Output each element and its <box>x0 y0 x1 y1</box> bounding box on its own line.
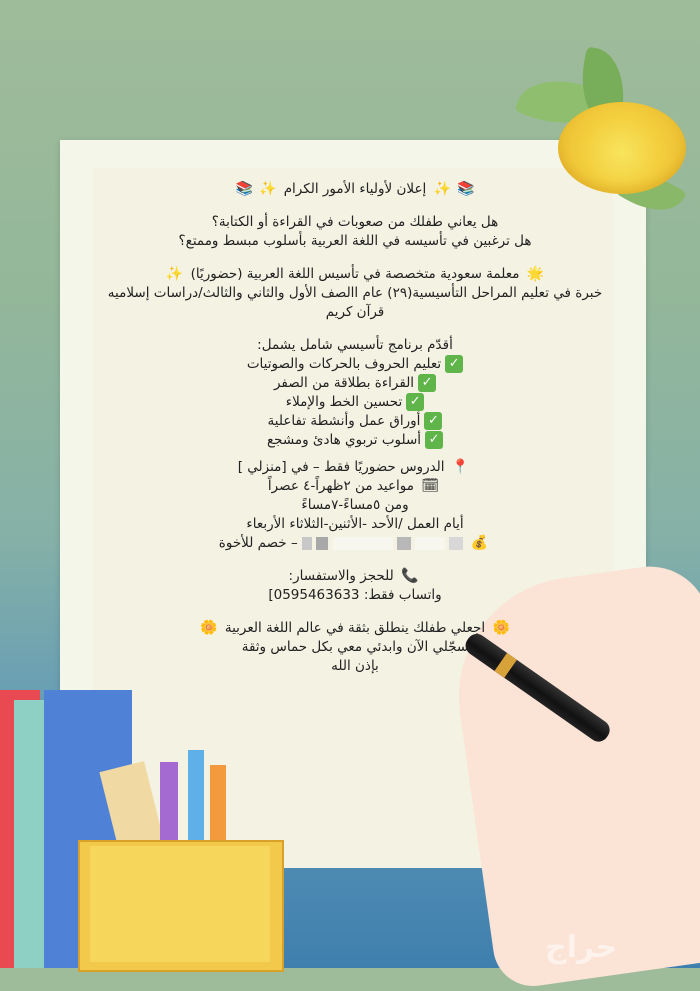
pushpin-icon: 📍 <box>451 459 470 475</box>
times-line-2: ومن ٥مساءً-٧مساءً <box>301 497 409 513</box>
sunflower-icon: 🌼 <box>492 620 510 636</box>
redacted-block <box>316 537 328 550</box>
teacher-description: معلمة سعودية متخصصة في تأسيس اللغة العربية (حضوريًا) <box>190 266 520 282</box>
program-item <box>80 374 630 393</box>
discount-line <box>80 534 630 553</box>
phone-number: 0595463633 <box>273 587 360 603</box>
closing-line-2: سجّلي الآن وابدئي معي بكل حماس وثقة <box>241 639 469 655</box>
check-mark-icon: ✓ <box>418 374 436 392</box>
question-reading: هل يعاني طفلك من صعوبات في القراءة أو الكتابة؟ <box>211 214 499 230</box>
teacher-line <box>80 265 630 284</box>
question-foundation: هل ترغبين في تأسيسه في اللغة العربية بأسلوب مبسط وممتع؟ <box>178 233 532 249</box>
sunflower-icon: 🌼 <box>200 620 218 636</box>
program-item-text: تحسين الخط والإملاء <box>285 394 403 410</box>
books-icon: 📚 <box>457 181 475 197</box>
check-mark-icon: ✓ <box>406 393 424 411</box>
whatsapp-label: واتساب فقط: <box>363 587 442 603</box>
contact-line <box>80 567 630 586</box>
discount-dash: – <box>290 535 298 551</box>
program-item <box>80 393 630 412</box>
program-item <box>80 355 630 374</box>
bracket: ] <box>268 587 274 603</box>
contact-label: للحجز والاستفسار: <box>288 568 394 584</box>
check-mark-icon: ✓ <box>424 412 442 430</box>
experience-line: خبرة في تعليم المراحل التأسيسية(٢٩) عام االصف الأول والثاني والثالث/دراسات إسلاميه <box>107 285 603 301</box>
calendar-icon: 🗓 <box>421 478 440 494</box>
check-mark-icon: ✓ <box>445 355 463 373</box>
program-intro: أقدّم برنامج تأسيسي شامل يشمل: <box>257 337 453 353</box>
money-bag-icon: 💰 <box>470 535 489 551</box>
announcement-title-line <box>80 180 630 199</box>
star-icon: 🌟 <box>526 266 545 282</box>
discount-text: خصم للأخوة <box>218 535 287 551</box>
times-line <box>80 477 630 496</box>
whatsapp-line <box>80 586 630 605</box>
redacted-block <box>397 537 411 550</box>
watermark: حراج <box>545 930 618 965</box>
program-item-text: أسلوب تربوي هادئ ومشجع <box>266 432 422 448</box>
location-line <box>80 458 630 477</box>
program-item <box>80 412 630 431</box>
program-item <box>80 431 630 450</box>
redacted-block <box>415 537 445 550</box>
pencil-cup-front <box>90 846 270 962</box>
closing-text: اجعلي طفلك ينطلق بثقة في عالم اللغة العربية <box>224 620 486 636</box>
location-text: الدروس حضوريًا فقط – في [منزلي ] <box>237 459 445 475</box>
sparkles-icon: ✨ <box>165 266 184 282</box>
closing-line-3: بإذن الله <box>331 658 379 674</box>
redacted-block <box>302 537 312 550</box>
books-icon: 📚 <box>235 181 253 197</box>
sparkles-icon: ✨ <box>433 181 452 197</box>
days-line: أيام العمل /الأحد -الأثنين-الثلاثاء الأربعاء <box>246 516 464 532</box>
redacted-block <box>449 537 463 550</box>
closing-line <box>80 619 630 638</box>
program-item-text: أوراق عمل وأنشطة تفاعلية <box>267 413 421 429</box>
sparkles-icon: ✨ <box>258 181 277 197</box>
redacted-block <box>333 537 393 550</box>
experience-line-2: قرآن كريم <box>325 304 385 320</box>
check-mark-icon: ✓ <box>425 431 443 449</box>
program-item-text: القراءة بطلاقة من الصفر <box>273 375 415 391</box>
times-text: مواعيد من ٢ظهراً-٤ عصراً <box>267 478 415 494</box>
announcement-text <box>80 180 630 676</box>
program-item-text: تعليم الحروف بالحركات والصوتيات <box>246 356 442 372</box>
phone-icon: 📞 <box>401 568 419 584</box>
announcement-title: إعلان لأولياء الأمور الكرام <box>283 181 427 197</box>
